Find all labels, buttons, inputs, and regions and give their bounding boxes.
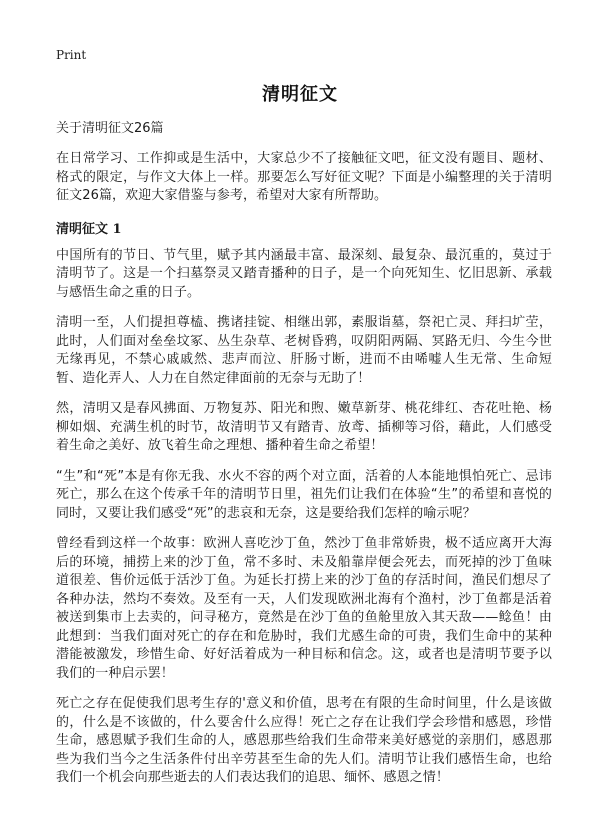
print-link[interactable]: Print (56, 48, 87, 62)
paragraph-4: “生”和“死”本是有你无我、水火不容的两个对立面，活着的人本能地惧怕死亡、忌讳死亡，那么在这个传承千年的清明节日里，祖先们让我们在体验“生”的希望和喜悦的同时，又要让我们感受“死”的悲哀和无奈，这是要给我们怎样的喻示呢？ (56, 468, 552, 521)
intro-paragraph: 在日常学习、工作抑或是生活中，大家总少不了接触征文吧，征文没有题目、题材、格式的限定，与作文大体上一样。那要怎么写好征文呢？下面是小编整理的关于清明征文26篇，欢迎大家借鉴与参考，希望对大家有所帮助。 (56, 151, 552, 203)
article-subtitle: 关于清明征文26篇 (56, 121, 164, 136)
page-title: 清明征文 (262, 84, 338, 105)
section-heading: 清明征文 1 (56, 221, 122, 237)
paragraph-1: 中国所有的节日、节气里，赋予其内涵最丰富、最深刻、最复杂、最沉重的，莫过于清明节了。这是一个扫墓祭灵又踏青播种的日子，是一个向死知生、忆旧思新、承载与感悟生命之重的日子。 (56, 247, 552, 300)
paragraph-5: 曾经看到这样一个故事：欧洲人喜吃沙丁鱼，然沙丁鱼非常娇贵，极不适应离开大海后的环境，捕捞上来的沙丁鱼，常不多时、未及船靠岸便会死去，而死掉的沙丁鱼味道很差、售价远低于活沙丁鱼。为延长打捞上来的沙丁鱼的存活时间，渔民们想尽了各种办法，然均不奏效。及至有一天，人们发现欧洲北海有个渔村，沙丁鱼都是活着被送到集市上去卖的，问寻秘方，竟然是在沙丁鱼的鱼舱里放入其天敌——鲶鱼！由此想到：当我们面对死亡的存在和危胁时，我们尤感生命的可贵，我们生命中的某种潜能被激发，珍惜生命、好好活着成为一种目标和信念。这，或者也是清明节要予以我们的一种启示罢！ (56, 536, 552, 681)
paragraph-3: 然，清明又是春风拂面、万物复苏、阳光和煦、嫩草新芽、桃花绯红、杏花吐艳、杨柳如烟、充满生机的时节，故清明节又有踏青、放鸢、插柳等习俗，藉此，人们感受着生命之美好、放飞着生命之理想、播种着生命之希望！ (56, 401, 552, 453)
article-body (56, 120, 552, 800)
paragraph-6: 死亡之存在促使我们思考生存的'意义和价值，思考在有限的生命时间里，什么是该做的，什么是不该做的，什么要舍什么应得！死亡之存在让我们学会珍惜和感恩，珍惜生命，感恩赋予我们生命的人，感恩那些给我们生命带来美好感觉的亲朋们，感恩那些为我们当今之生活条件付出辛劳甚至生命的先人们。清明节让我们感悟生命，也给我们一个机会向那些逝去的人们表达我们的追思、缅怀、感恩之情！ (56, 696, 552, 785)
paragraph-2: 清明一至，人们提担尊榼、携诸挂锭、相继出郭，素服诣墓，祭祀亡灵、拜扫圹茔，此时，人们面对垒垒坟冢、丛生杂草、老树昏鸦，叹阴阳两隔、冥路无归、今生今世无缘再见，不禁心戚戚然、悲声而泣、肝肠寸断，进而不由唏嘘人生无常、生命短暂、造化弄人、人力在自然定律面前的无奈与无助了！ (56, 315, 552, 386)
